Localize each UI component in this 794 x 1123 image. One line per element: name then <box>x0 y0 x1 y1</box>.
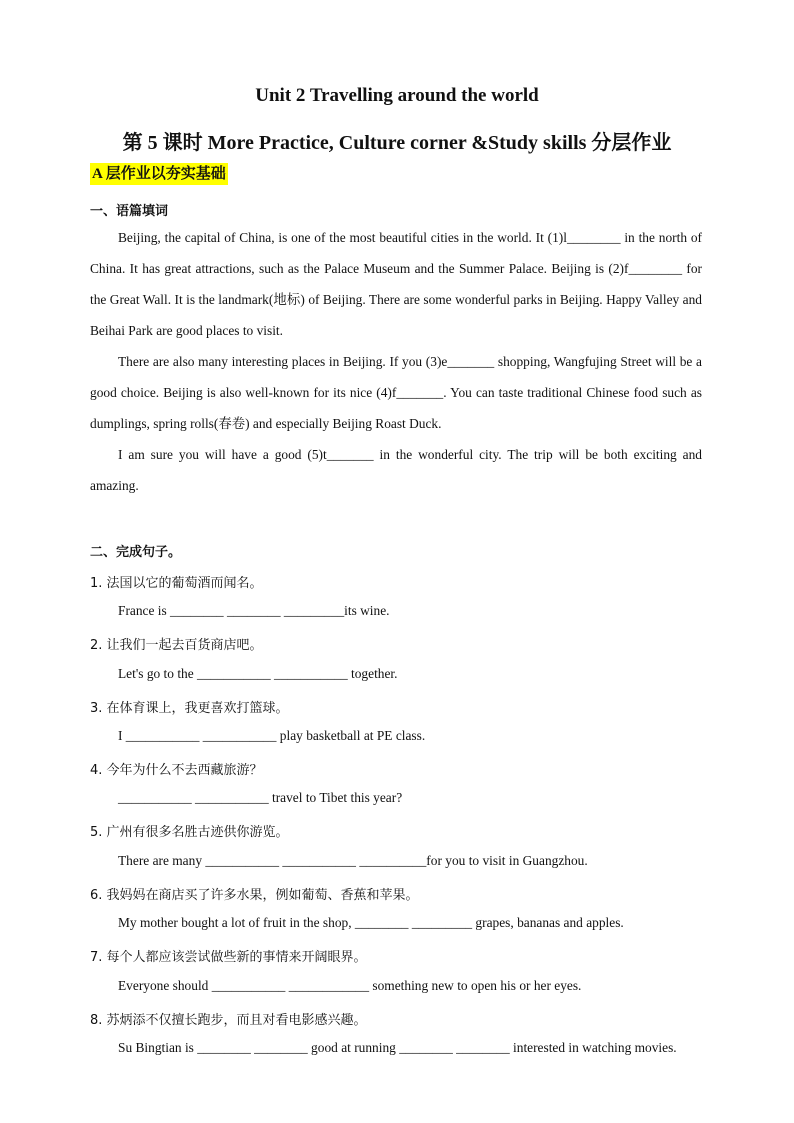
question-3: 3. 在体育课上，我更喜欢打篮球。 <box>90 701 289 716</box>
answer-line-6: My mother bought a lot of fruit in the shop, ________ _________ grapes, bananas and apples. <box>118 915 624 930</box>
answer-line-7: Everyone should ___________ ____________ something new to open his or her eyes. <box>118 978 582 993</box>
answer-line-1: France is ________ ________ _________its wine. <box>118 603 390 618</box>
section2-heading: 二、完成句子。 <box>90 545 182 560</box>
passage-paragraph-3: I am sure you will have a good (5)t_______ in the wonderful city. The trip will be both exciting and amazing. <box>90 447 702 493</box>
question-1: 1. 法国以它的葡萄酒而闻名。 <box>90 576 263 591</box>
level-a-label: A 层作业以夯实基础 <box>90 163 228 185</box>
answer-line-3: I ___________ ___________ play basketball at PE class. <box>118 728 426 743</box>
answer-line-8: Su Bingtian is ________ ________ good at running ________ ________ interested in watching movies. <box>118 1040 677 1055</box>
question-5: 5. 广州有很多名胜古迹供你游览。 <box>90 825 289 840</box>
lesson-title: 第 5 课时 More Practice, Culture corner &Study skills 分层作业 <box>122 132 672 154</box>
question-2: 2. 让我们一起去百货商店吧。 <box>90 638 263 653</box>
question-6: 6. 我妈妈在商店买了许多水果，例如葡萄、香蕉和苹果。 <box>90 888 419 903</box>
question-8: 8. 苏炳添不仅擅长跑步，而且对看电影感兴趣。 <box>90 1013 367 1028</box>
question-7: 7. 每个人都应该尝试做些新的事情来开阔眼界。 <box>90 950 367 965</box>
answer-line-4: ___________ ___________ travel to Tibet this year? <box>118 790 403 805</box>
passage-paragraph-1: Beijing, the capital of China, is one of the most beautiful cities in the world. It (1)l________ in the north of China. It has great attractions, such as the Palace Museum and the Summer Palace. Beijing is (2)f________ for the Great Wall. It is the landmark(地标) of Beijing. There are some wonderful parks in Beijing. Happy Valley and Beihai Park are good places to visit. <box>90 230 702 338</box>
section1-heading: 一、语篇填词 <box>90 204 169 219</box>
answer-line-5: There are many ___________ ___________ __________for you to visit in Guangzhou. <box>118 853 588 868</box>
passage-paragraph-2: There are also many interesting places in Beijing. If you (3)e_______ shopping, Wangfujing Street will be a good choice. Beijing is also well-known for its nice (4)f_______. You can taste traditional Chinese food such as dumplings, spring rolls(春卷) and especially Beijing Roast Duck. <box>90 354 702 431</box>
unit-title: Unit 2 Travelling around the world <box>255 85 539 106</box>
question-4: 4. 今年为什么不去西藏旅游？ <box>90 763 263 778</box>
answer-line-2: Let's go to the ___________ ___________ together. <box>118 666 398 681</box>
